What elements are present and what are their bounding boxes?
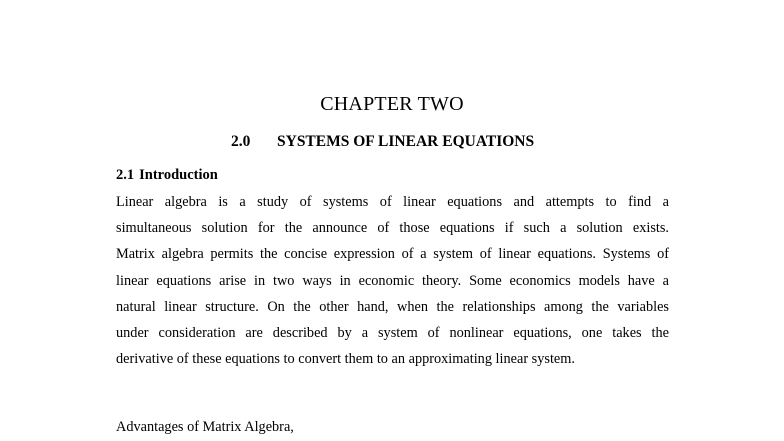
paragraph-line: natural linear structure. On the other hand, when the relationships among the variables	[116, 298, 669, 315]
advantages-heading: Advantages of Matrix Algebra,	[116, 419, 294, 435]
paragraph-line: Matrix algebra permits the concise expression of a system of linear equations. Systems of	[116, 246, 669, 263]
chapter-title: CHAPTER TWO	[320, 93, 464, 115]
subsection-heading	[116, 167, 218, 184]
section-title: SYSTEMS OF LINEAR EQUATIONS	[277, 133, 535, 150]
paragraph-line: derivative of these equations to convert them to an approximating linear system.	[116, 351, 575, 368]
section-number: 2.0	[231, 133, 251, 150]
paragraph-line: linear equations arise in two ways in economic theory. Some economics models have a	[116, 272, 669, 289]
section-heading	[231, 133, 534, 151]
subsection-title: Introduction	[139, 167, 218, 183]
paragraph-line: Linear algebra is a study of systems of linear equations and attempts to find a	[116, 194, 669, 210]
introduction-paragraph	[116, 189, 669, 372]
subsection-number: 2.1	[116, 167, 135, 183]
paragraph-line: simultaneous solution for the announce of those equations if such a solution exists.	[116, 220, 669, 237]
paragraph-line: under consideration are described by a system of nonlinear equations, one takes the	[116, 324, 669, 341]
